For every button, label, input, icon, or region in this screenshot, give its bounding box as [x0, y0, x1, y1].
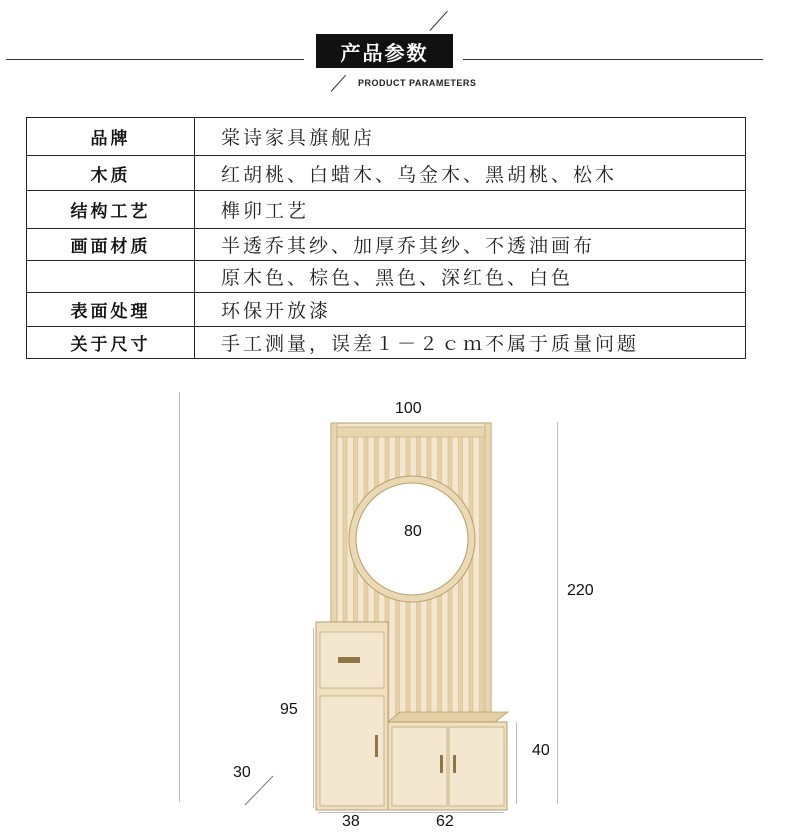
row-value: 红胡桃、白蜡木、乌金木、黑胡桃、松木: [221, 163, 618, 186]
dim-depth: 30: [233, 764, 251, 781]
row-value: 环保开放漆: [221, 300, 332, 322]
dim-total-height: 220: [567, 582, 594, 599]
dim-right-width: 62: [436, 813, 454, 830]
row-value: 半透乔其纱、加厚乔其纱、不透油画布: [221, 235, 596, 257]
lattice-bar: [469, 437, 473, 725]
drawer-handle: [338, 657, 360, 663]
row-label: 画面材质: [27, 229, 195, 260]
row-label: 关于尺寸: [27, 327, 195, 358]
row-label: 表面处理: [27, 293, 195, 326]
dim-low-height: 40: [532, 742, 550, 759]
dim-cabinet-height: 95: [280, 701, 298, 718]
row-value: 棠诗家具旗舰店: [221, 127, 376, 149]
low-door-right: [449, 727, 504, 806]
left-door-handle: [375, 735, 378, 757]
row-label: 品牌: [27, 118, 195, 155]
low-door-left: [392, 727, 447, 806]
dim-circle: 80: [404, 523, 422, 540]
row-value: 手工测量，误差１－２ｃｍ不属于质量问题: [221, 333, 640, 355]
left-door: [320, 696, 384, 806]
low-handle-right: [453, 755, 456, 773]
row-label: 木质: [27, 156, 195, 190]
lattice-bar: [480, 437, 484, 725]
row-label: 结构工艺: [27, 191, 195, 228]
row-value: 原木色、棕色、黑色、深红色、白色: [221, 267, 574, 289]
dim-top-width: 100: [395, 400, 422, 417]
section-subtitle: PRODUCT PARAMETERS: [358, 78, 477, 88]
left-cabinet: [316, 622, 388, 810]
dim-left-width: 38: [342, 813, 360, 830]
row-value: 榫卯工艺: [221, 200, 310, 222]
low-cabinet: [388, 712, 508, 810]
section-title: 产品参数: [316, 34, 453, 68]
low-handle-left: [440, 755, 443, 773]
